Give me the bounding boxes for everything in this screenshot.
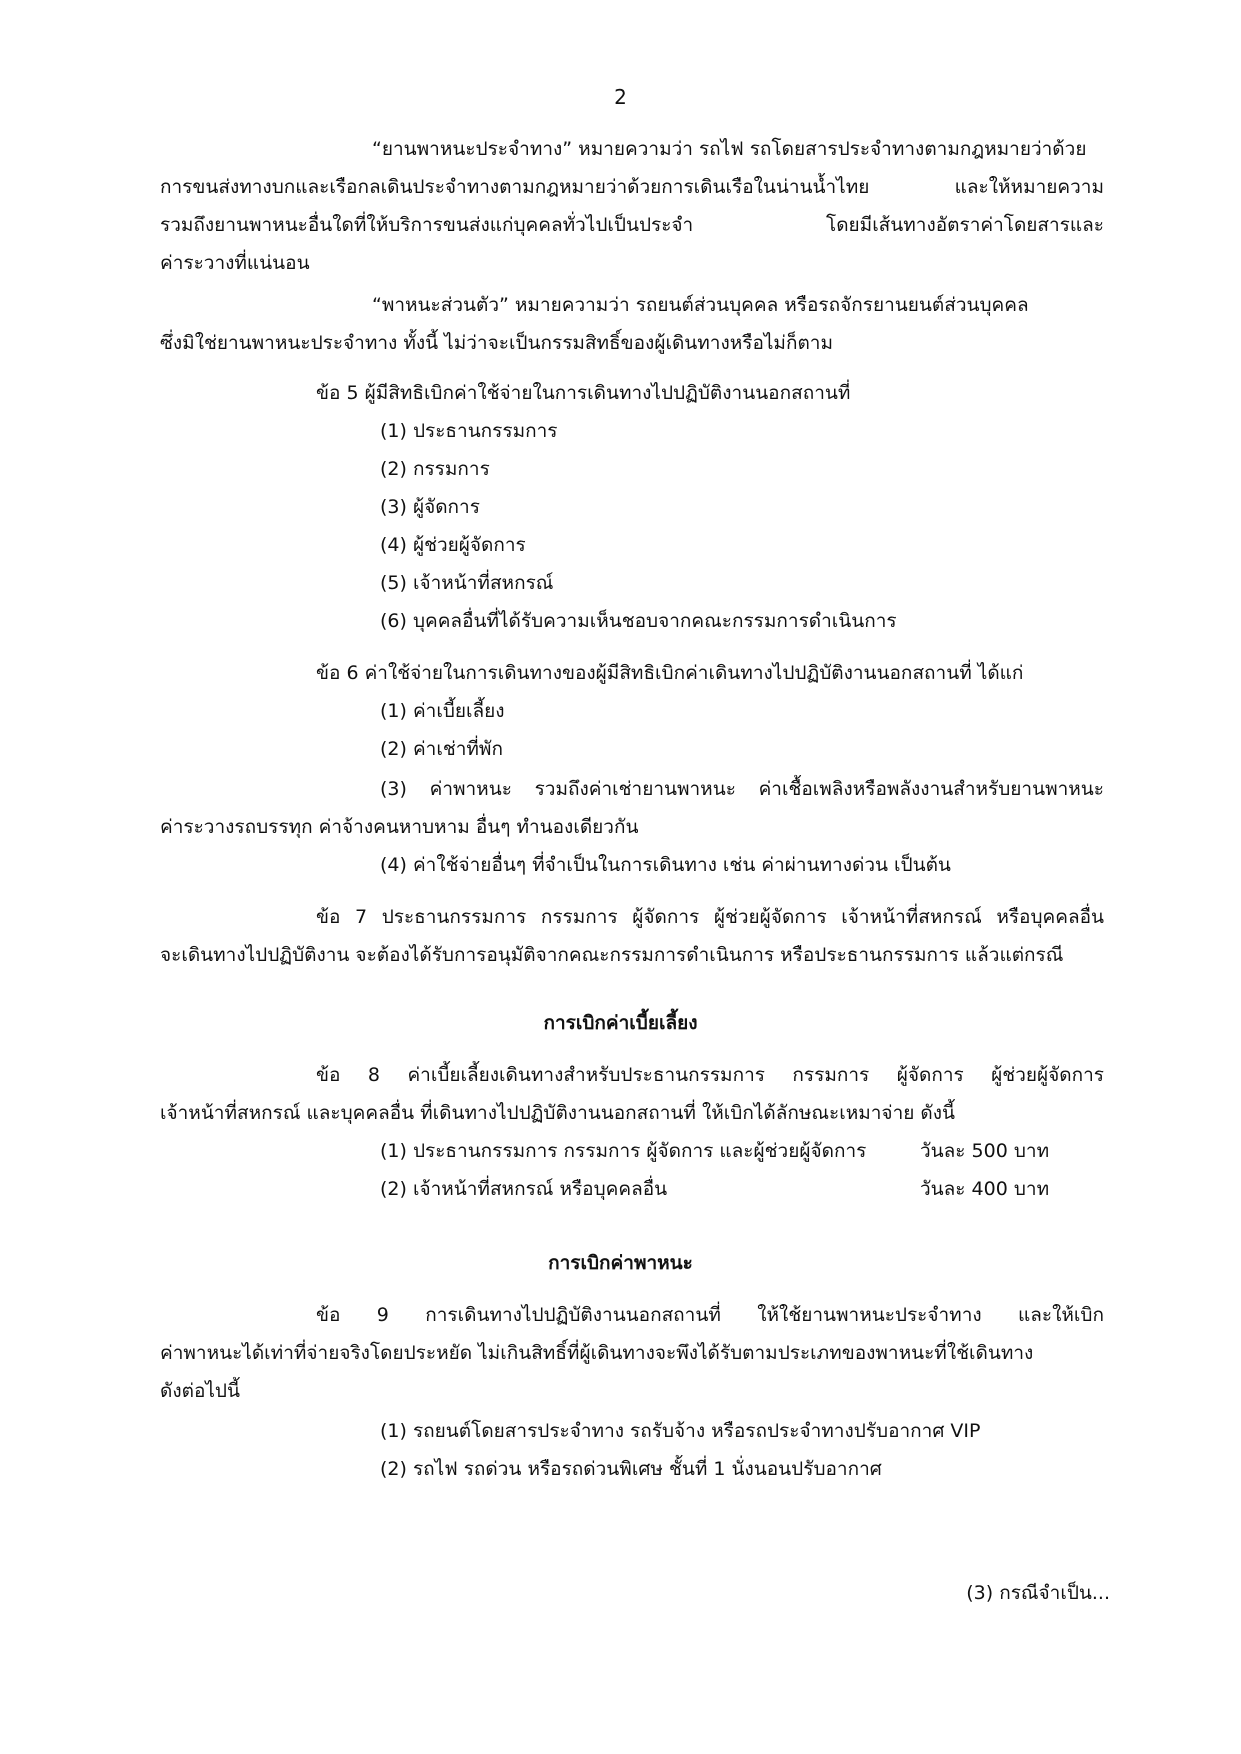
heading-vehicle: การเบิกค่าพาหนะ — [548, 1252, 693, 1274]
rate-label: (2) เจ้าหน้าที่สหกรณ์ หรือบุคคลอื่น — [380, 1178, 668, 1200]
clause-9-item: (2) รถไฟ รถด่วน หรือรถด่วนพิเศษ ชั้นที่ 1 นั่งนอนปรับอากาศ — [380, 1458, 882, 1480]
definition-public-transport-line-1: “ยานพาหนะประจำทาง” หมายความว่า รถไฟ รถโดยสารประจำทางตามกฎหมายว่าด้วย — [372, 138, 1087, 160]
definition-private-vehicle-line-1: “พาหนะส่วนตัว” หมายความว่า รถยนต์ส่วนบุคคล หรือรถจักรยานยนต์ส่วนบุคคล — [372, 294, 1029, 316]
clause-6-item-3-line-2: ค่าระวางรถบรรทุก ค่าจ้างคนหาบหาม อื่นๆ ทำนองเดียวกัน — [160, 816, 639, 838]
heading-allowance: การเบิกค่าเบี้ยเลี้ยง — [543, 1012, 698, 1034]
clause-5-item: (6) บุคคลอื่นที่ได้รับความเห็นชอบจากคณะกรรมการดำเนินการ — [380, 610, 897, 632]
clause-6-text: ข้อ 6 ค่าใช้จ่ายในการเดินทางของผู้มีสิทธิเบิกค่าเดินทางไปปฏิบัติงานนอกสถานที่ ได้แก่ — [316, 662, 1024, 684]
clause-6-item-3-line-1: (3) ค่าพาหนะ รวมถึงค่าเช่ายานพาหนะ ค่าเชื้อเพลิงหรือพลังงานสำหรับยานพาหนะ — [380, 778, 1104, 800]
clause-5-item: (3) ผู้จัดการ — [380, 496, 480, 518]
definition-private-vehicle-line-2: ซึ่งมิใช่ยานพาหนะประจำทาง ทั้งนี้ ไม่ว่าจะเป็นกรรมสิทธิ์ของผู้เดินทางหรือไม่ก็ตาม — [160, 332, 833, 354]
rate-amount: วันละ 400 บาท — [920, 1178, 1050, 1200]
definition-public-transport-line-4: ค่าระวางที่แน่นอน — [160, 252, 310, 274]
rate-label: (1) ประธานกรรมการ กรรมการ ผู้จัดการ และผู้ช่วยผู้จัดการ — [380, 1140, 867, 1162]
clause-9-line-3: ดังต่อไปนี้ — [160, 1380, 240, 1402]
clause-6-item-1: (1) ค่าเบี้ยเลี้ยง — [380, 700, 505, 722]
clause-5-item: (2) กรรมการ — [380, 458, 490, 480]
clause-9-item: (1) รถยนต์โดยสารประจำทาง รถรับจ้าง หรือรถประจำทางปรับอากาศ VIP — [380, 1420, 981, 1442]
clause-8-line-2: เจ้าหน้าที่สหกรณ์ และบุคคลอื่น ที่เดินทางไปปฏิบัติงานนอกสถานที่ ให้เบิกได้ลักษณะเหมาจ่าย ดังนี้ — [160, 1102, 956, 1124]
clause-7-line-2: จะเดินทางไปปฏิบัติงาน จะต้องได้รับการอนุมัติจากคณะกรรมการดำเนินการ หรือประธานกรรมการ แล้วแต่กรณี — [160, 944, 1064, 966]
clause-5-item: (4) ผู้ช่วยผู้จัดการ — [380, 534, 526, 556]
rate-amount: วันละ 500 บาท — [920, 1140, 1050, 1162]
page-number: 2 — [614, 85, 627, 109]
clause-5-item: (1) ประธานกรรมการ — [380, 420, 558, 442]
clause-6-item-2: (2) ค่าเช่าที่พัก — [380, 738, 503, 760]
clause-5-item: (5) เจ้าหน้าที่สหกรณ์ — [380, 572, 554, 594]
clause-9-line-1: ข้อ 9 การเดินทางไปปฏิบัติงานนอกสถานที่ ให้ใช้ยานพาหนะประจำทาง และให้เบิก — [316, 1304, 1104, 1326]
clause-6-item-4: (4) ค่าใช้จ่ายอื่นๆ ที่จำเป็นในการเดินทาง เช่น ค่าผ่านทางด่วน เป็นต้น — [380, 854, 951, 876]
definition-public-transport-line-3: รวมถึงยานพาหนะอื่นใดที่ให้บริการขนส่งแก่บุคคลทั่วไปเป็นประจำ โดยมีเส้นทางอัตราค่าโดยสารและ — [160, 214, 1104, 236]
continuation-marker: (3) กรณีจำเป็น... — [966, 1582, 1110, 1604]
clause-9-line-2: ค่าพาหนะได้เท่าที่จ่ายจริงโดยประหยัด ไม่เกินสิทธิ์ที่ผู้เดินทางจะพึงได้รับตามประเภทของพาหนะที่ใช้เดินทาง — [160, 1342, 1034, 1364]
clause-8-line-1: ข้อ 8 ค่าเบี้ยเลี้ยงเดินทางสำหรับประธานกรรมการ กรรมการ ผู้จัดการ ผู้ช่วยผู้จัดการ — [316, 1064, 1104, 1086]
clause-5-text: ข้อ 5 ผู้มีสิทธิเบิกค่าใช้จ่ายในการเดินทางไปปฏิบัติงานนอกสถานที่ — [316, 382, 851, 404]
definition-public-transport-line-2: การขนส่งทางบกและเรือกลเดินประจำทางตามกฎหมายว่าด้วยการเดินเรือในน่านน้ำไทย และให้หมายความ — [160, 176, 1104, 198]
clause-7-line-1: ข้อ 7 ประธานกรรมการ กรรมการ ผู้จัดการ ผู้ช่วยผู้จัดการ เจ้าหน้าที่สหกรณ์ หรือบุคคลอื่น — [316, 906, 1104, 928]
